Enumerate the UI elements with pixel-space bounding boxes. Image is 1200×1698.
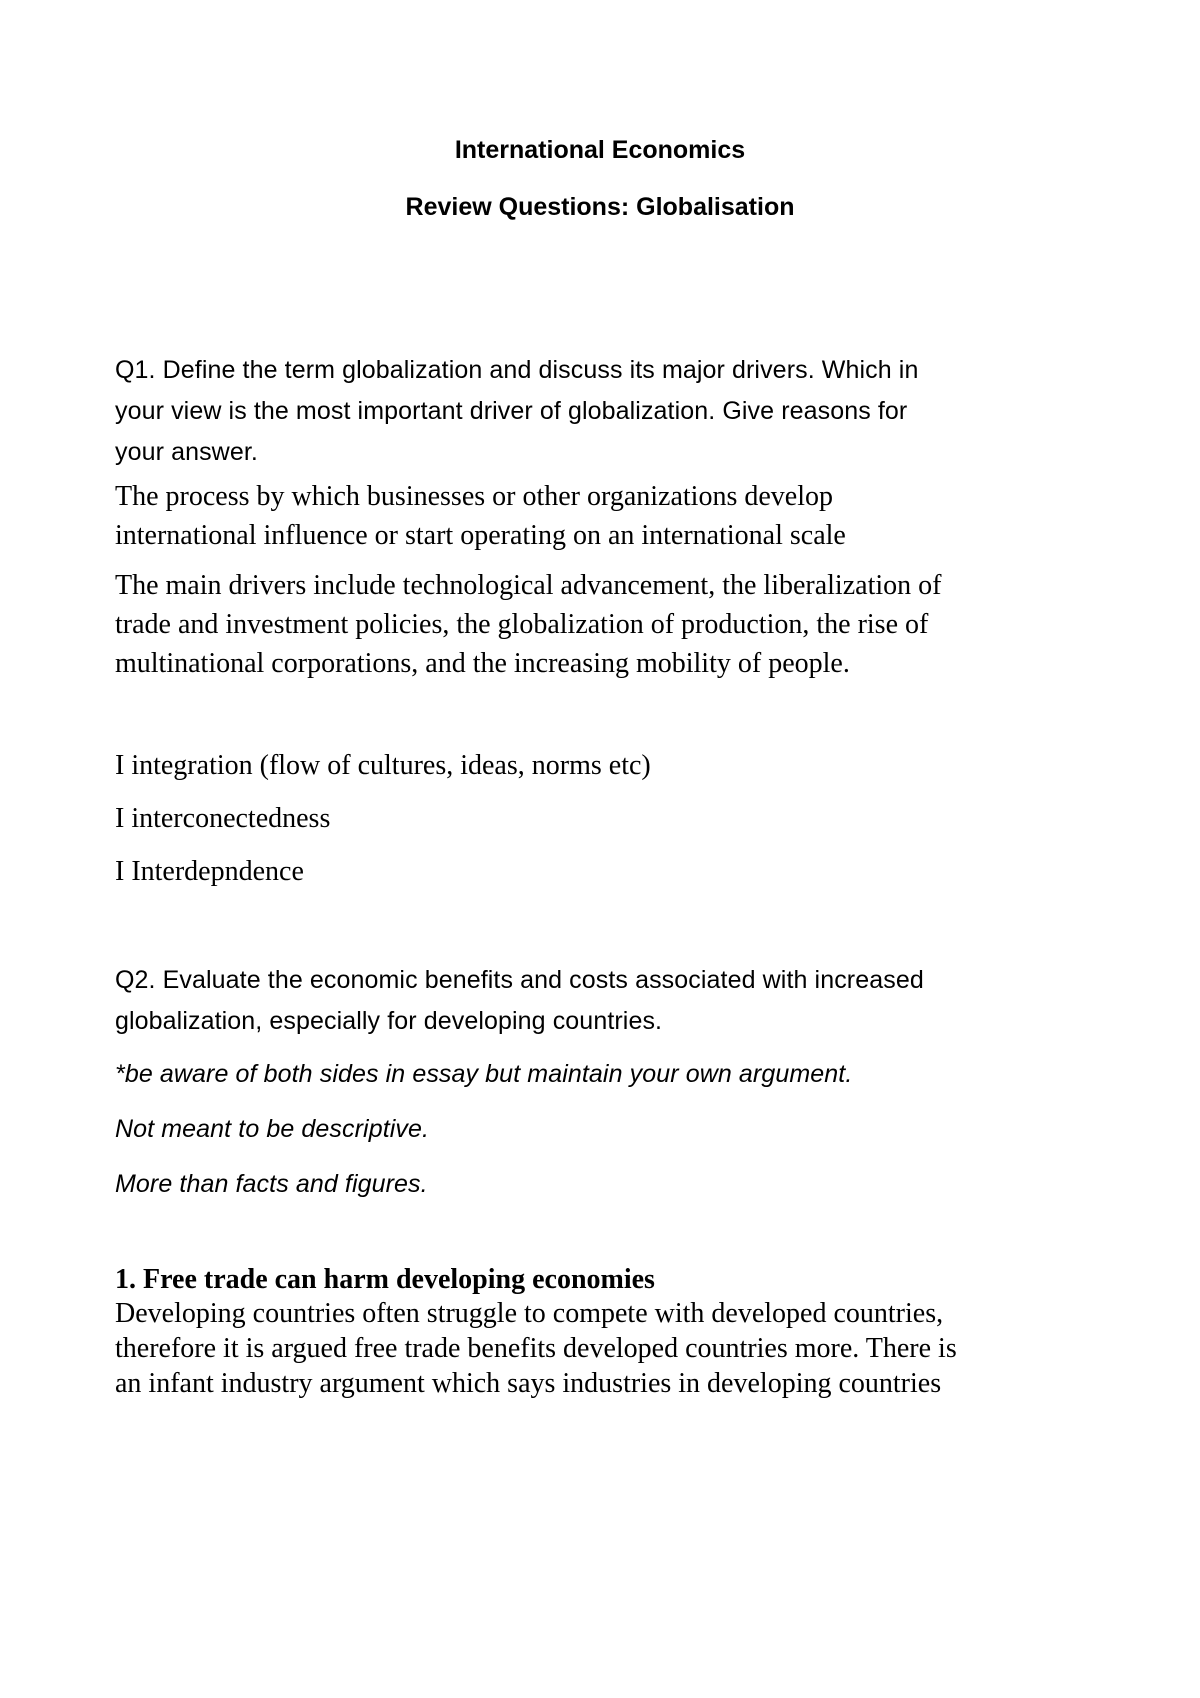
q1-question-line: your answer. (115, 438, 258, 466)
q2-tip: *be aware of both sides in essay but maintain your own argument. (115, 1060, 853, 1088)
q2-question-line: globalization, especially for developing countries. (115, 1007, 663, 1035)
q1-note: I integration (flow of cultures, ideas, norms etc) (115, 750, 651, 781)
q1-question-line: your view is the most important driver of globalization. Give reasons for (115, 397, 908, 425)
q1-drivers-line: The main drivers include technological advancement, the liberalization of (115, 570, 942, 601)
document-subtitle: Review Questions: Globalisation (405, 193, 795, 221)
section-body-line: Developing countries often struggle to compete with developed countries, (115, 1298, 944, 1329)
q1-drivers-line: trade and investment policies, the globalization of production, the rise of (115, 609, 929, 640)
q1-definition-line: The process by which businesses or other organizations develop (115, 481, 833, 512)
q1-drivers-line: multinational corporations, and the increasing mobility of people. (115, 648, 850, 679)
q2-question-line: Q2. Evaluate the economic benefits and costs associated with increased (115, 966, 924, 994)
q1-question-line: Q1. Define the term globalization and discuss its major drivers. Which in (115, 356, 919, 384)
section-body-line: an infant industry argument which says industries in developing countries (115, 1368, 942, 1399)
q1-note: I interconectedness (115, 803, 331, 834)
section-body-line: therefore it is argued free trade benefits developed countries more. There is (115, 1333, 957, 1364)
document-title: International Economics (454, 136, 746, 164)
q2-tip: More than facts and figures. (115, 1170, 428, 1198)
q2-tip: Not meant to be descriptive. (115, 1115, 430, 1143)
section-heading: 1. Free trade can harm developing economies (115, 1264, 655, 1295)
q1-note: I Interdepndence (115, 856, 304, 887)
q1-definition-line: international influence or start operating on an international scale (115, 520, 846, 551)
